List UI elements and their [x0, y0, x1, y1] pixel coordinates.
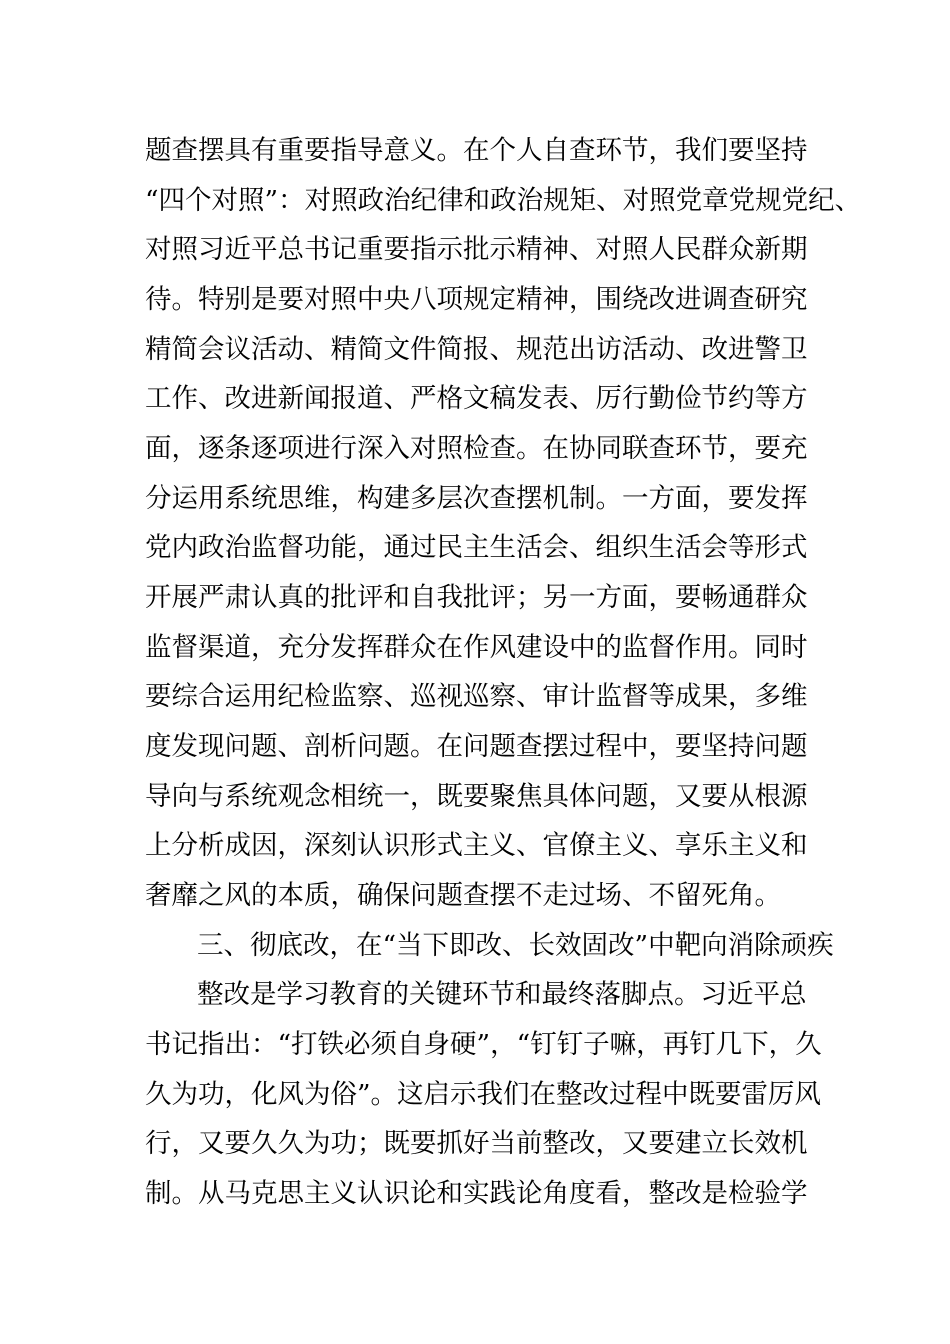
- text-line: 上分析成因，深刻认识形式主义、官僚主义、享乐主义和: [145, 830, 808, 861]
- text-line: 制。从马克思主义认识论和实践论角度看，整改是检验学: [145, 1178, 808, 1209]
- text-line: 久为功，化风为俗”。这启示我们在整改过程中既要雷厉风: [145, 1079, 822, 1110]
- text-line: 精简会议活动、精简文件简报、规范出访活动、改进警卫: [145, 334, 808, 365]
- text-line: 开展严肃认真的批评和自我批评；另一方面，要畅通群众: [145, 582, 808, 613]
- text-line: 对照习近平总书记重要指示批示精神、对照人民群众新期: [145, 234, 808, 265]
- text-line: 工作、改进新闻报道、严格文稿发表、厉行勤俭节约等方: [145, 383, 808, 414]
- text-line: 党内政治监督功能，通过民主生活会、组织生活会等形式: [145, 532, 808, 563]
- text-line: “四个对照”：对照政治纪律和政治规矩、对照党章党规党纪、: [145, 185, 862, 216]
- text-line: 书记指出：“打铁必须自身硬”，“钉钉子嘛，再钉几下，久: [145, 1029, 822, 1060]
- text-line: 奢靡之风的本质，确保问题查摆不走过场、不留死角。: [145, 880, 781, 911]
- text-line: 要综合运用纪检监察、巡视巡察、审计监督等成果，多维: [145, 681, 808, 712]
- text-line: 度发现问题、剖析问题。在问题查摆过程中，要坚持问题: [145, 731, 808, 762]
- section-heading: 三、彻底改，在“当下即改、长效固改”中靶向消除顽疾: [197, 930, 834, 961]
- text-line: 分运用系统思维，构建多层次查摆机制。一方面，要发挥: [145, 483, 808, 514]
- text-line: 行，又要久久为功；既要抓好当前整改，又要建立长效机: [145, 1128, 808, 1159]
- text-line: 题查摆具有重要指导意义。在个人自查环节，我们要坚持: [145, 135, 808, 166]
- text-line: 面，逐条逐项进行深入对照检查。在协同联查环节，要充: [145, 433, 808, 464]
- text-line: 待。特别是要对照中央八项规定精神，围绕改进调查研究: [145, 284, 808, 315]
- text-line: 监督渠道，充分发挥群众在作风建设中的监督作用。同时: [145, 632, 808, 663]
- text-line: 导向与系统观念相统一，既要聚焦具体问题，又要从根源: [145, 781, 808, 812]
- text-line: 整改是学习教育的关键环节和最终落脚点。习近平总: [197, 979, 807, 1010]
